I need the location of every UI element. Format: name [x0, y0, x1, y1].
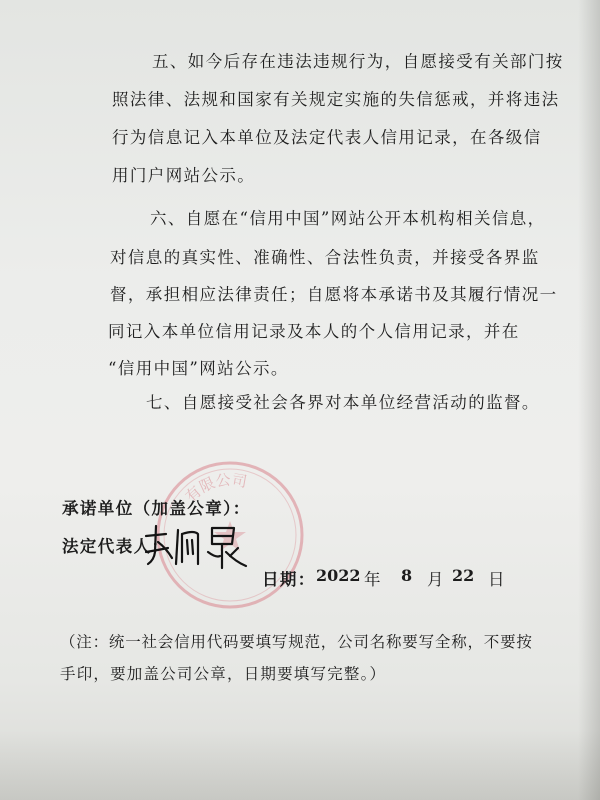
clause-5-line-3: 行为信息记入本单位及法定代表人信用记录，在各级信 [112, 128, 542, 147]
legal-rep-label: 法定代表人： [62, 537, 170, 556]
date-year: 2022 [316, 566, 361, 585]
clause-5-line-1: 五、如今后存在违法违规行为，自愿接受有关部门按 [152, 52, 564, 71]
date-label: 日期： [262, 570, 316, 589]
clause-6-line-1: 六、自愿在“信用中国”网站公开本机构相关信息， [150, 209, 546, 228]
handwritten-signature [142, 522, 252, 572]
date-day: 22 [452, 566, 475, 585]
page-shadow [578, 0, 600, 800]
date-month: 8 [401, 566, 413, 585]
note-line-2: 手印，要加盖公司公章，日期要填写完整。） [60, 665, 387, 683]
clause-7-line-1: 七、自愿接受社会各界对本单位经营活动的监督。 [146, 393, 540, 412]
clause-6-line-5: “信用中国”网站公示。 [108, 359, 289, 378]
clause-6-line-4: 同记入本单位信用记录及本人的个人信用记录，并在 [108, 322, 520, 341]
page-shadow-bottom [0, 730, 600, 800]
date-day-unit: 日 [488, 570, 506, 589]
pledge-unit-label: 承诺单位（加盖公章）： [62, 499, 251, 518]
clause-6-line-2: 对信息的真实性、准确性、合法性负责，并接受各界监 [110, 248, 540, 267]
clause-5-line-4: 用门户网站公示。 [112, 166, 256, 185]
clause-6-line-3: 督，承担相应法律责任；自愿将本承诺书及其履行情况一 [110, 285, 558, 304]
date-year-unit: 年 [364, 570, 382, 589]
seal-text: 有限公司 [181, 470, 249, 506]
date-month-unit: 月 [427, 570, 445, 589]
note-line-1: （注：统一社会信用代码要填写规范，公司名称要写全称，不要按 [60, 633, 533, 651]
clause-5-line-2: 照法律、法规和国家有关规定实施的失信惩戒，并将违法 [112, 90, 560, 109]
